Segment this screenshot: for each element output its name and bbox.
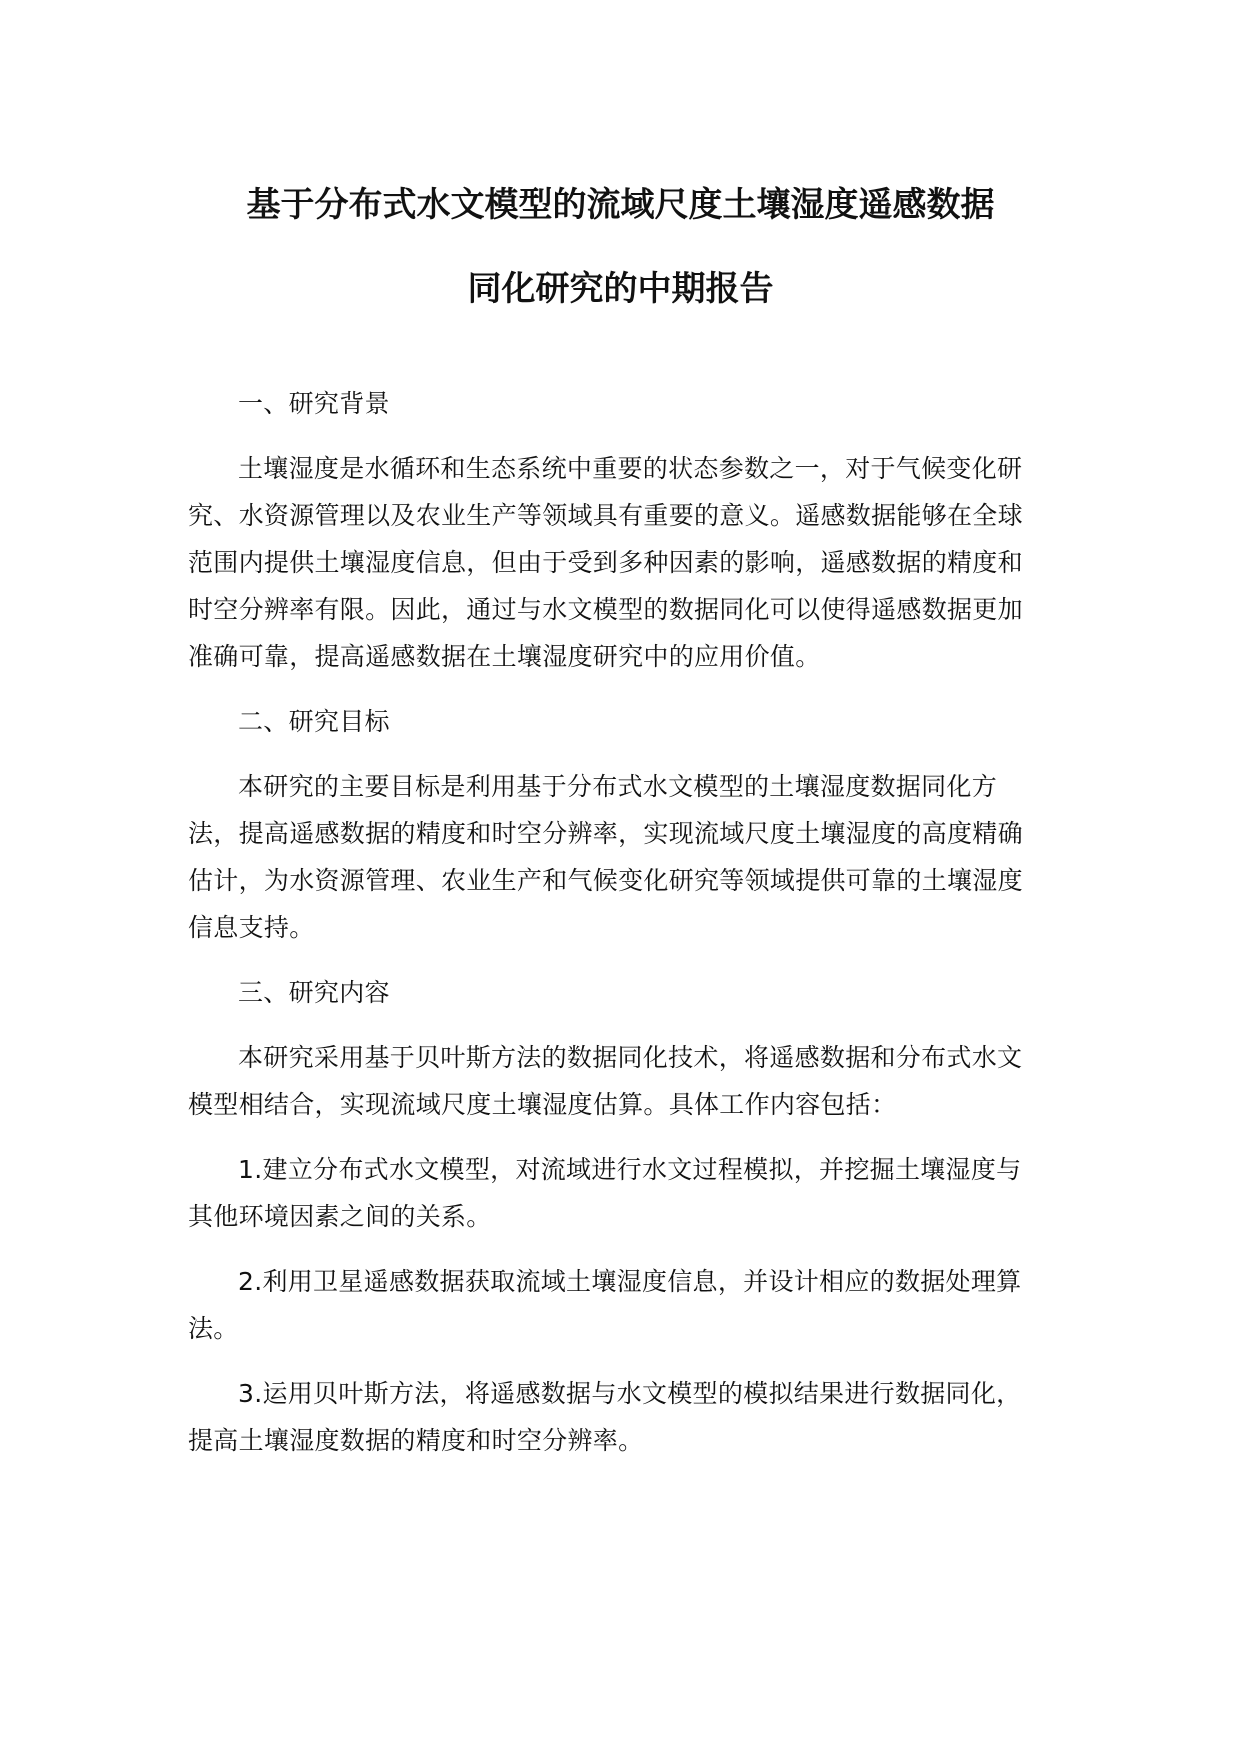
- document-body: [188, 380, 1040, 1482]
- list-item-2: 2.利用卫星遥感数据获取流域土壤湿度信息，并设计相应的数据处理算法。: [188, 1267, 1022, 1343]
- section-heading-background: 一、研究背景: [238, 389, 390, 418]
- document-title-line-2: 同化研究的中期报告: [467, 269, 774, 309]
- paragraph-objectives: 本研究的主要目标是利用基于分布式水文模型的土壤湿度数据同化方法，提高遥感数据的精度和时空分辨率，实现流域尺度土壤湿度的高度精确估计，为水资源管理、农业生产和气候变化研究等领域提供可靠的土壤湿度信息支持。: [188, 772, 1023, 942]
- paragraph-background: 土壤湿度是水循环和生态系统中重要的状态参数之一，对于气候变化研究、水资源管理以及农业生产等领域具有重要的意义。遥感数据能够在全球范围内提供土壤湿度信息，但由于受到多种因素的影响，遥感数据的精度和时空分辨率有限。因此，通过与水文模型的数据同化可以使得遥感数据更加准确可靠，提高遥感数据在土壤湿度研究中的应用价值。: [188, 454, 1023, 671]
- paragraph-content-intro: 本研究采用基于贝叶斯方法的数据同化技术，将遥感数据和分布式水文模型相结合，实现流域尺度土壤湿度估算。具体工作内容包括：: [188, 1043, 1023, 1119]
- list-item-3: 3.运用贝叶斯方法，将遥感数据与水文模型的模拟结果进行数据同化，提高土壤湿度数据的精度和时空分辨率。: [188, 1379, 1022, 1455]
- document-title-line-1: 基于分布式水文模型的流域尺度土壤湿度遥感数据: [246, 185, 995, 225]
- list-item-1: 1.建立分布式水文模型，对流域进行水文过程模拟，并挖掘土壤湿度与其他环境因素之间的关系。: [188, 1155, 1022, 1231]
- section-heading-content: 三、研究内容: [238, 978, 390, 1007]
- section-heading-objectives: 二、研究目标: [238, 707, 390, 736]
